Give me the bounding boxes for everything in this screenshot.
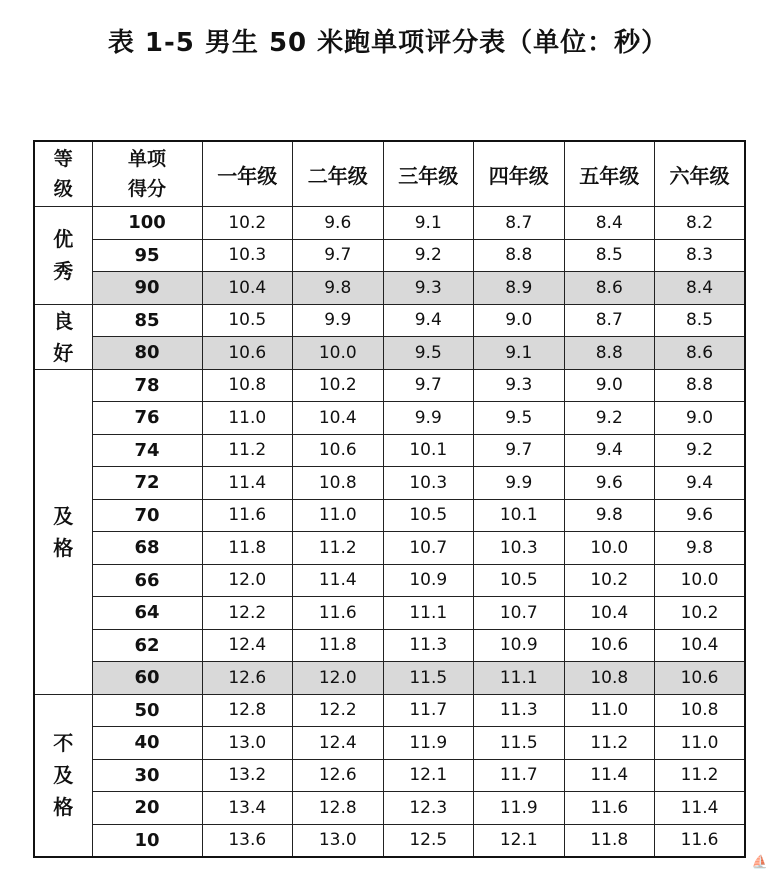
- table-row: [34, 304, 745, 337]
- time-cell: 13.6: [202, 824, 293, 857]
- level-header: 等 级: [34, 141, 92, 207]
- score-cell: 76: [92, 402, 202, 435]
- time-cell: 9.7: [474, 434, 565, 467]
- table-row: [34, 694, 745, 727]
- time-cell: 12.2: [293, 694, 384, 727]
- time-cell: 11.2: [564, 727, 655, 760]
- time-cell: 10.5: [202, 304, 293, 337]
- time-cell: 8.7: [564, 304, 655, 337]
- time-cell: 10.6: [564, 629, 655, 662]
- time-cell: 11.4: [655, 792, 746, 825]
- time-cell: 12.1: [474, 824, 565, 857]
- score-cell: 70: [92, 499, 202, 532]
- time-cell: 10.8: [202, 369, 293, 402]
- time-cell: 10.0: [293, 337, 384, 370]
- grade-header: 五年级: [564, 141, 655, 207]
- watermark: ⛵: [751, 855, 768, 870]
- time-cell: 10.3: [474, 532, 565, 565]
- time-cell: 11.6: [564, 792, 655, 825]
- level-char: 好: [53, 340, 74, 365]
- time-cell: 10.4: [655, 629, 746, 662]
- time-cell: 8.4: [655, 272, 746, 305]
- time-cell: 12.1: [383, 759, 474, 792]
- level-char: 优: [53, 227, 74, 252]
- time-cell: 10.6: [655, 662, 746, 695]
- table-row: [34, 532, 745, 565]
- time-cell: 9.4: [383, 304, 474, 337]
- level-cell-excellent: [34, 207, 92, 305]
- time-cell: 11.1: [474, 662, 565, 695]
- time-cell: 12.3: [383, 792, 474, 825]
- table-row: [34, 499, 745, 532]
- score-cell: 66: [92, 564, 202, 597]
- time-cell: 9.7: [293, 239, 384, 272]
- time-cell: 9.2: [383, 239, 474, 272]
- time-cell: 9.3: [383, 272, 474, 305]
- header-row: [34, 141, 745, 207]
- time-cell: 12.0: [293, 662, 384, 695]
- grade-header: 一年级: [202, 141, 293, 207]
- time-cell: 12.5: [383, 824, 474, 857]
- table-row: [34, 759, 745, 792]
- score-cell: 72: [92, 467, 202, 500]
- table-row: [34, 272, 745, 305]
- time-cell: 8.8: [474, 239, 565, 272]
- score-cell: 85: [92, 304, 202, 337]
- time-cell: 9.1: [383, 207, 474, 240]
- time-cell: 12.0: [202, 564, 293, 597]
- time-cell: 9.7: [383, 369, 474, 402]
- level-char: 格: [53, 795, 74, 820]
- time-cell: 10.0: [564, 532, 655, 565]
- level-char: 及: [53, 763, 74, 788]
- table-row: [34, 369, 745, 402]
- score-table-body: [34, 207, 745, 858]
- grade-header: 六年级: [655, 141, 746, 207]
- time-cell: 12.2: [202, 597, 293, 630]
- time-cell: 8.4: [564, 207, 655, 240]
- time-cell: 11.3: [474, 694, 565, 727]
- level-char: 及: [53, 503, 74, 528]
- score-cell: 64: [92, 597, 202, 630]
- level-cell-good: [34, 304, 92, 369]
- time-cell: 10.5: [383, 499, 474, 532]
- time-cell: 9.1: [474, 337, 565, 370]
- table-row: [34, 402, 745, 435]
- table-row: [34, 434, 745, 467]
- score-cell: 20: [92, 792, 202, 825]
- time-cell: 10.8: [293, 467, 384, 500]
- time-cell: 10.6: [293, 434, 384, 467]
- time-cell: 9.6: [655, 499, 746, 532]
- time-cell: 9.6: [293, 207, 384, 240]
- level-char: 良: [53, 308, 74, 333]
- time-cell: 10.4: [293, 402, 384, 435]
- time-cell: 12.4: [202, 629, 293, 662]
- score-table: [33, 140, 746, 858]
- time-cell: 10.3: [383, 467, 474, 500]
- time-cell: 9.9: [293, 304, 384, 337]
- time-cell: 10.2: [655, 597, 746, 630]
- score-header: 单项 得分: [92, 141, 202, 207]
- time-cell: 11.0: [564, 694, 655, 727]
- time-cell: 9.8: [655, 532, 746, 565]
- time-cell: 9.4: [655, 467, 746, 500]
- time-cell: 11.1: [383, 597, 474, 630]
- time-cell: 12.8: [293, 792, 384, 825]
- time-cell: 8.8: [564, 337, 655, 370]
- time-cell: 9.6: [564, 467, 655, 500]
- time-cell: 11.4: [202, 467, 293, 500]
- time-cell: 11.2: [655, 759, 746, 792]
- table-row: [34, 597, 745, 630]
- time-cell: 10.3: [202, 239, 293, 272]
- table-row: [34, 662, 745, 695]
- table-row: [34, 207, 745, 240]
- table-row: [34, 467, 745, 500]
- score-cell: 10: [92, 824, 202, 857]
- score-cell: 90: [92, 272, 202, 305]
- time-cell: 10.7: [474, 597, 565, 630]
- time-cell: 9.4: [564, 434, 655, 467]
- time-cell: 12.6: [293, 759, 384, 792]
- time-cell: 11.0: [655, 727, 746, 760]
- grade-header: 三年级: [383, 141, 474, 207]
- time-cell: 9.2: [655, 434, 746, 467]
- time-cell: 10.2: [202, 207, 293, 240]
- table-row: [34, 727, 745, 760]
- time-cell: 9.3: [474, 369, 565, 402]
- time-cell: 11.8: [202, 532, 293, 565]
- time-cell: 11.3: [383, 629, 474, 662]
- score-cell: 78: [92, 369, 202, 402]
- time-cell: 8.8: [655, 369, 746, 402]
- level-cell-fail: [34, 694, 92, 857]
- page-title: 表 1-5 男生 50 米跑单项评分表（单位：秒）: [107, 28, 669, 58]
- time-cell: 9.8: [564, 499, 655, 532]
- level-char: 不: [53, 731, 74, 756]
- score-cell: 62: [92, 629, 202, 662]
- time-cell: 11.6: [655, 824, 746, 857]
- time-cell: 10.1: [474, 499, 565, 532]
- time-cell: 11.8: [564, 824, 655, 857]
- score-cell: 40: [92, 727, 202, 760]
- score-cell: 80: [92, 337, 202, 370]
- time-cell: 8.3: [655, 239, 746, 272]
- time-cell: 8.5: [564, 239, 655, 272]
- time-cell: 11.4: [293, 564, 384, 597]
- time-cell: 10.2: [564, 564, 655, 597]
- time-cell: 12.8: [202, 694, 293, 727]
- time-cell: 11.8: [293, 629, 384, 662]
- time-cell: 9.5: [383, 337, 474, 370]
- level-char: 秀: [53, 259, 74, 284]
- time-cell: 11.6: [293, 597, 384, 630]
- time-cell: 8.5: [655, 304, 746, 337]
- table-row: [34, 824, 745, 857]
- score-cell: 95: [92, 239, 202, 272]
- time-cell: 8.9: [474, 272, 565, 305]
- score-cell: 74: [92, 434, 202, 467]
- time-cell: 11.4: [564, 759, 655, 792]
- time-cell: 8.6: [655, 337, 746, 370]
- time-cell: 10.2: [293, 369, 384, 402]
- time-cell: 10.8: [564, 662, 655, 695]
- time-cell: 12.4: [293, 727, 384, 760]
- time-cell: 10.1: [383, 434, 474, 467]
- time-cell: 13.4: [202, 792, 293, 825]
- time-cell: 9.0: [655, 402, 746, 435]
- time-cell: 8.7: [474, 207, 565, 240]
- time-cell: 11.5: [474, 727, 565, 760]
- level-char: 格: [53, 535, 74, 560]
- table-row: [34, 239, 745, 272]
- time-cell: 10.4: [202, 272, 293, 305]
- time-cell: 12.6: [202, 662, 293, 695]
- time-cell: 11.2: [293, 532, 384, 565]
- time-cell: 11.9: [474, 792, 565, 825]
- level-cell-pass: [34, 369, 92, 694]
- time-cell: 10.9: [383, 564, 474, 597]
- time-cell: 11.6: [202, 499, 293, 532]
- table-row: [34, 337, 745, 370]
- table-row: [34, 792, 745, 825]
- time-cell: 13.2: [202, 759, 293, 792]
- time-cell: 11.7: [474, 759, 565, 792]
- grade-header: 四年级: [474, 141, 565, 207]
- time-cell: 10.4: [564, 597, 655, 630]
- time-cell: 13.0: [202, 727, 293, 760]
- grade-header: 二年级: [293, 141, 384, 207]
- time-cell: 9.8: [293, 272, 384, 305]
- time-cell: 9.9: [474, 467, 565, 500]
- time-cell: 10.6: [202, 337, 293, 370]
- time-cell: 9.2: [564, 402, 655, 435]
- time-cell: 11.0: [293, 499, 384, 532]
- time-cell: 10.5: [474, 564, 565, 597]
- score-cell: 50: [92, 694, 202, 727]
- time-cell: 9.0: [474, 304, 565, 337]
- table-row: [34, 564, 745, 597]
- time-cell: 8.6: [564, 272, 655, 305]
- time-cell: 10.9: [474, 629, 565, 662]
- score-cell: 68: [92, 532, 202, 565]
- time-cell: 11.2: [202, 434, 293, 467]
- time-cell: 9.9: [383, 402, 474, 435]
- time-cell: 11.0: [202, 402, 293, 435]
- score-cell: 60: [92, 662, 202, 695]
- time-cell: 11.5: [383, 662, 474, 695]
- time-cell: 10.0: [655, 564, 746, 597]
- time-cell: 13.0: [293, 824, 384, 857]
- time-cell: 11.9: [383, 727, 474, 760]
- score-cell: 30: [92, 759, 202, 792]
- time-cell: 10.7: [383, 532, 474, 565]
- time-cell: 11.7: [383, 694, 474, 727]
- score-cell: 100: [92, 207, 202, 240]
- time-cell: 10.8: [655, 694, 746, 727]
- time-cell: 9.5: [474, 402, 565, 435]
- table-row: [34, 629, 745, 662]
- time-cell: 9.0: [564, 369, 655, 402]
- time-cell: 8.2: [655, 207, 746, 240]
